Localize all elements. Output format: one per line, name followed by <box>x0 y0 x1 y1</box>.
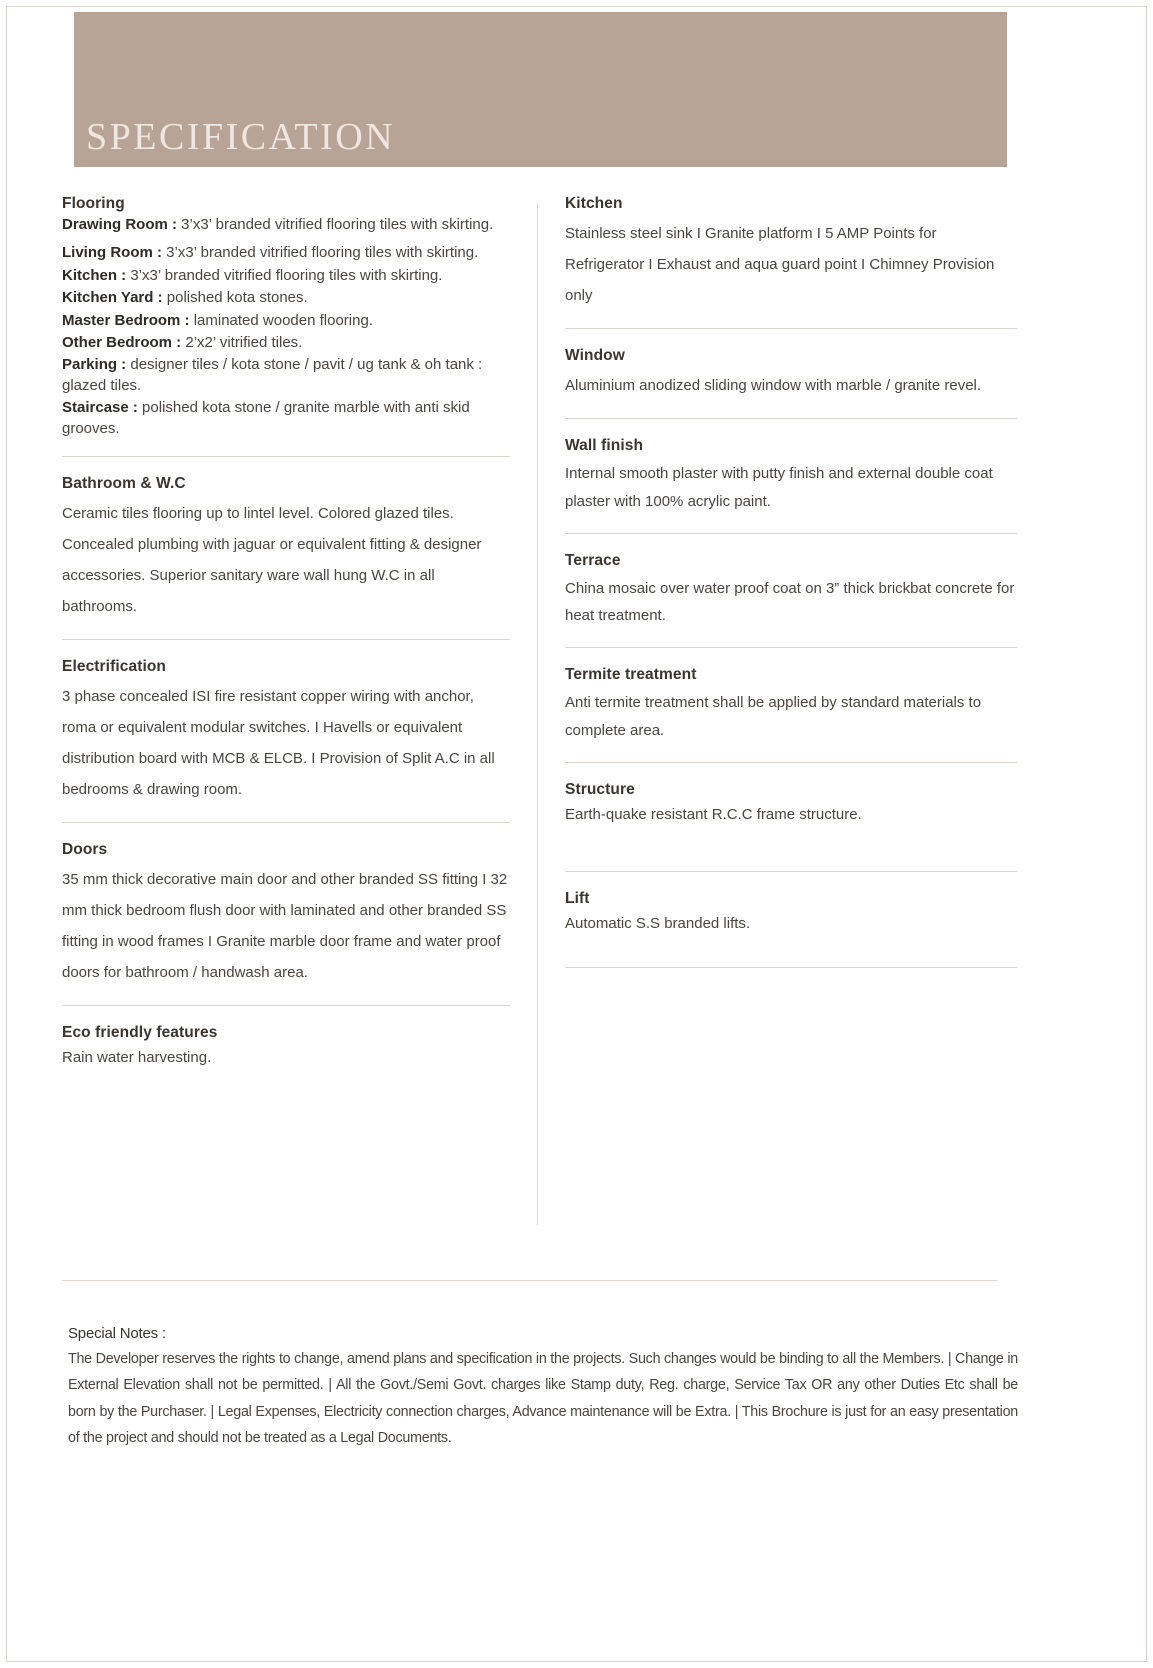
flooring-item-text: 3’x3’ branded vitrified flooring tiles with skirting. <box>126 266 443 284</box>
flooring-item-text: polished kota stone / granite marble with anti skid grooves. <box>62 399 470 437</box>
section-kitchen <box>565 195 1017 311</box>
section-divider <box>565 328 1017 329</box>
flooring-list <box>62 215 510 439</box>
section-structure <box>565 781 1017 826</box>
kitchen-body: Stainless steel sink I Granite platform I 5 AMP Points for Refrigerator I Exhaust and aqua guard point I Chimney Provision only <box>565 225 995 305</box>
specification-columns <box>0 195 1153 1255</box>
flooring-item-label: Kitchen Yard : <box>62 289 163 307</box>
section-divider <box>565 647 1017 648</box>
column-divider <box>537 203 538 1225</box>
section-divider <box>62 456 510 457</box>
lift-heading: Lift <box>565 890 590 908</box>
section-divider <box>62 822 510 823</box>
section-divider <box>565 871 1017 872</box>
flooring-item-text: designer tiles / kota stone / pavit / ug tank & oh tank : glazed tiles. <box>62 356 483 394</box>
flooring-item <box>62 266 510 286</box>
terrace-heading: Terrace <box>565 551 621 569</box>
electrification-body: 3 phase concealed ISI fire resistant copper wiring with anchor, roma or equivalent modular switches. I Havells or equivalent distribution board with MCB & ELCB. I Provision of Split A.C in all bedrooms & drawing room. <box>62 688 495 799</box>
section-lift <box>565 890 1017 935</box>
flooring-item-text: laminated wooden flooring. <box>189 311 373 329</box>
flooring-heading: Flooring <box>62 195 125 212</box>
flooring-item-label: Kitchen : <box>62 266 127 284</box>
section-window <box>565 347 1017 401</box>
flooring-item-label: Parking : <box>62 356 127 374</box>
section-doors <box>62 841 510 988</box>
flooring-item-text: 2’x2’ vitrified tiles. <box>181 333 303 351</box>
special-notes-title: Special Notes : <box>68 1325 166 1342</box>
flooring-item <box>62 311 510 331</box>
special-notes-body: The Developer reserves the rights to change, amend plans and specification in the projects. Such changes would be binding to all the Members. | Change in External Elevation shall not be permitted. | All the Govt./Semi Govt. charges like Stamp duty, Reg. charge, Service Tax OR any other Duties Etc shall be born by the Purchaser. | Legal Expenses, Electricity connection charges, Advance maintenance will be Extra. | This Brochure is just for an easy presentation of the project and should not be treated as a Legal Documents. <box>68 1351 1018 1447</box>
termite-treatment-heading: Termite treatment <box>565 666 697 684</box>
section-electrification <box>62 658 510 805</box>
wall-finish-heading: Wall finish <box>565 437 644 455</box>
page-title: SPECIFICATION <box>86 116 396 158</box>
eco-friendly-heading: Eco friendly features <box>62 1024 218 1042</box>
bathroom-body: Ceramic tiles flooring up to lintel level. Colored glazed tiles. Concealed plumbing with jaguar or equivalent fitting & designer accessories. Superior sanitary ware wall hung W.C in all bathrooms. <box>62 504 482 616</box>
flooring-item-label: Staircase : <box>62 399 138 417</box>
flooring-item-label: Living Room : <box>62 244 162 262</box>
section-wall-finish <box>565 437 1017 516</box>
doors-heading: Doors <box>62 841 108 859</box>
doors-body: 35 mm thick decorative main door and other branded SS fitting I 32 mm thick bedroom flush door with laminated and other branded SS fitting in wood frames I Granite marble door frame and water proof doors for bathroom / handwash area. <box>62 871 508 982</box>
structure-heading: Structure <box>565 780 635 798</box>
terrace-body: China mosaic over water proof coat on 3” thick brickbat concrete for heat treatment. <box>565 579 1015 625</box>
lift-body: Automatic S.S branded lifts. <box>565 915 751 933</box>
kitchen-heading: Kitchen <box>565 195 623 212</box>
flooring-item-text: polished kota stones. <box>162 289 308 307</box>
flooring-item <box>62 398 510 439</box>
flooring-item-text: 3’x3’ branded vitrified flooring tiles with skirting. <box>177 216 494 233</box>
left-column <box>62 195 510 1069</box>
termite-treatment-body: Anti termite treatment shall be applied by standard materials to complete area. <box>565 694 982 739</box>
eco-friendly-body: Rain water harvesting. <box>62 1049 212 1067</box>
bathroom-heading: Bathroom & W.C <box>62 474 186 492</box>
section-terrace <box>565 552 1017 631</box>
right-column <box>565 195 1017 986</box>
section-bathroom <box>62 475 510 622</box>
special-notes <box>68 1325 1018 1452</box>
flooring-item-label: Drawing Room : <box>62 216 177 233</box>
section-divider <box>565 533 1017 534</box>
flooring-item <box>62 333 510 353</box>
section-flooring <box>62 195 510 439</box>
special-notes-divider <box>62 1280 997 1281</box>
wall-finish-body: Internal smooth plaster with putty finish and external double coat plaster with 100% acrylic paint. <box>565 465 993 510</box>
section-divider <box>62 639 510 640</box>
section-eco-friendly <box>62 1024 510 1069</box>
electrification-heading: Electrification <box>62 658 166 676</box>
flooring-item <box>62 355 510 396</box>
flooring-item <box>62 215 510 235</box>
flooring-item-text: 3’x3’ branded vitrified flooring tiles with skirting. <box>162 244 479 262</box>
structure-body: Earth-quake resistant R.C.C frame structure. <box>565 805 862 823</box>
flooring-item-label: Other Bedroom : <box>62 333 182 351</box>
window-body: Aluminium anodized sliding window with marble / granite revel. <box>565 377 982 395</box>
flooring-item <box>62 288 510 308</box>
flooring-item <box>62 243 510 263</box>
section-divider <box>565 418 1017 419</box>
section-divider <box>565 967 1017 968</box>
section-divider <box>62 1005 510 1006</box>
window-heading: Window <box>565 347 625 365</box>
flooring-item-label: Master Bedroom : <box>62 311 190 329</box>
section-divider <box>565 762 1017 763</box>
section-termite-treatment <box>565 666 1017 745</box>
